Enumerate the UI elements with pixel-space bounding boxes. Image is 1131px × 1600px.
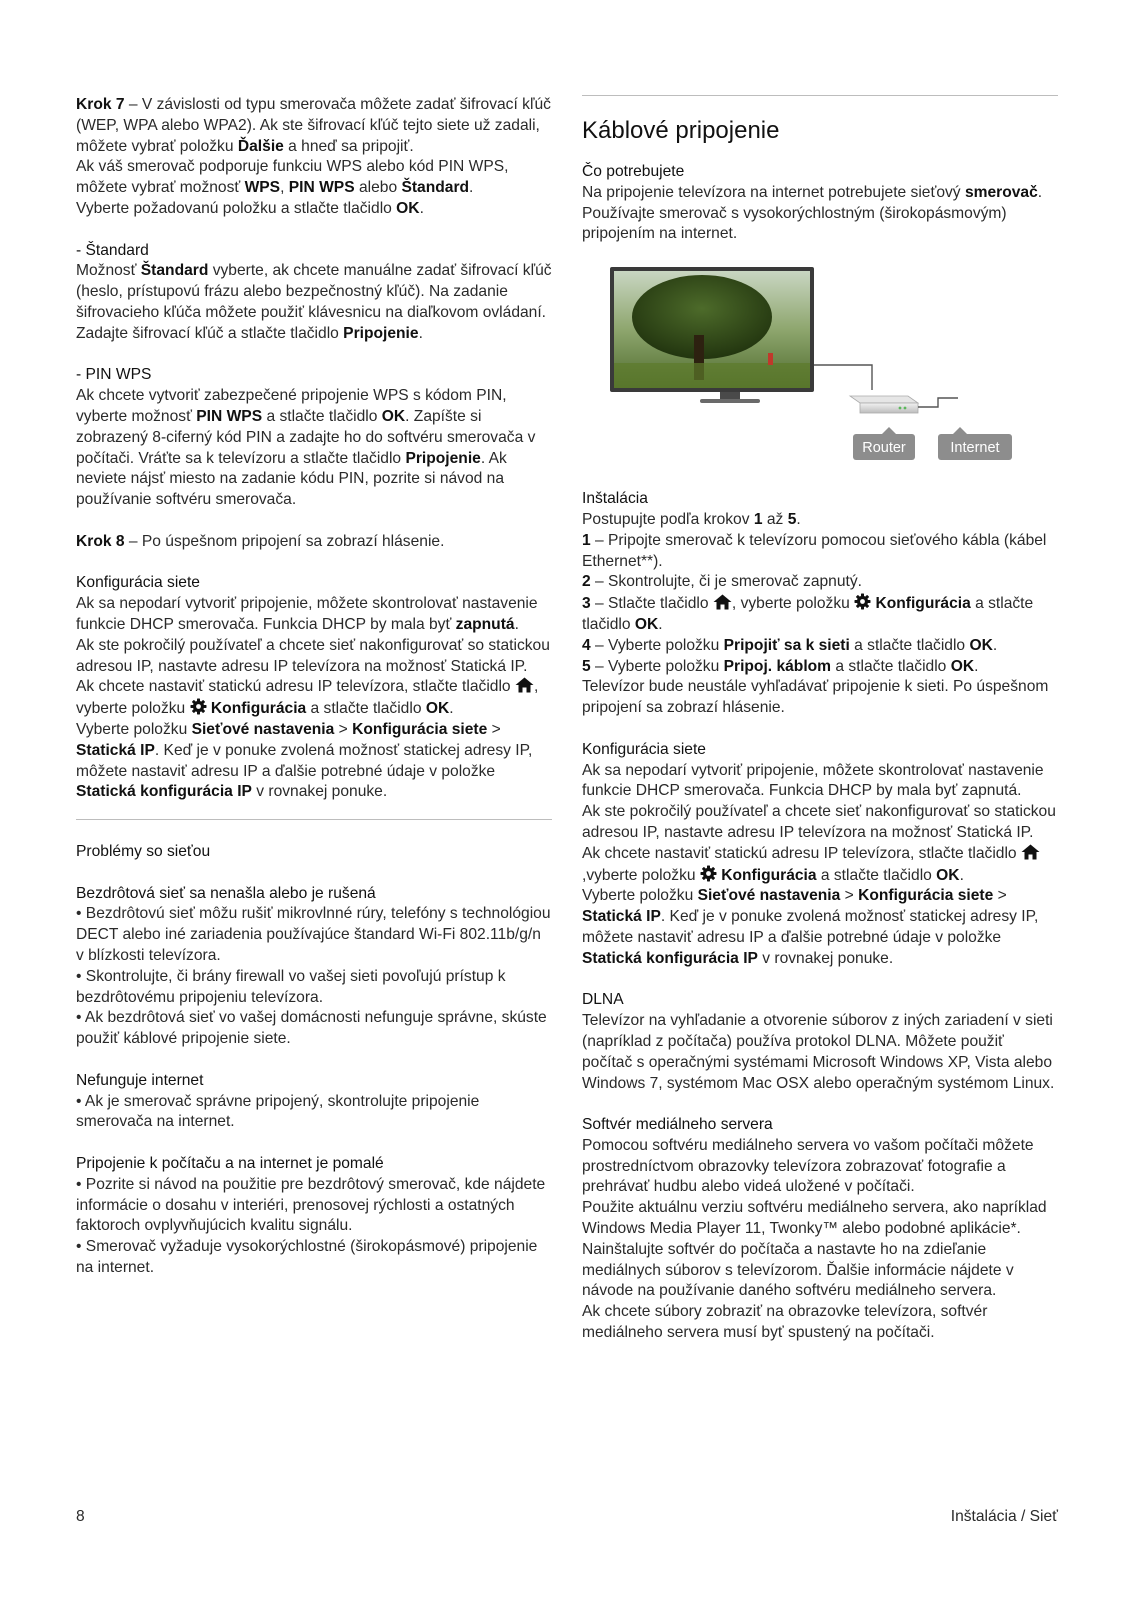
install-heading: Inštalácia [582, 490, 648, 508]
need-paragraph: Na pripojenie televízora na internet potrebujete sieťový smerovač. Používajte smerovač s vysokorýchlostným (širokopásmovým) pripojením na internet. [582, 183, 1043, 243]
left-column [76, 95, 552, 1279]
install-step-5: 5 – Vyberte položku Pripoj. káblom a stlačte tlačidlo OK. [582, 657, 979, 675]
dlna-paragraph: Televízor na vyhľadanie a otvorenie súborov z iných zariadení v sieti (napríklad z počítača) používa protokol DLNA. Môžete použiť počítač s operačnými systémami Microsoft Windows XP, Vista alebo Windows 7, systémom Mac OSX alebo operačným systémom Linux. [582, 1012, 1055, 1092]
standard-paragraph: Možnosť Štandard vyberte, ak chcete manuálne zadať šifrovací kľúč (heslo, prístupovú frázu alebo bezpečnostný kľúč). Na zadanie šifrovacieho kľúča môžete použiť klávesnicu na diaľkovom ovládaní. Zadajte šifrovací kľúč a stlačte tlačidlo Pripojenie. [76, 262, 552, 342]
config-menu-path-paragraph: Vyberte položku Sieťové nastavenia > Konfigurácia siete > Statická IP. Keď je v ponuke zvolená možnosť statickej adresy IP, môžete nastaviť adresu IP a ďalšie potrebné údaje v položke Statická konfigurácia IP v rovnakej ponuke. [76, 720, 533, 801]
config-advanced-paragraph: Ak ste pokročilý používateľ a chcete sieť nakonfigurovať so statickou adresou IP, nastavte adresu IP televízora na možnosť Statická IP. [582, 803, 1056, 841]
internet-cable-icon [918, 398, 958, 407]
krok8-paragraph: Krok 8 – Po úspešnom pripojení sa zobrazí hlásenie. [76, 532, 445, 550]
media-server-paragraph-3: Nainštalujte softvér do počítača a nastavte ho na zdieľanie mediálnych súborov s televízorom. Ďalšie informácie nájdete v návode na používanie daného softvéru mediálneho servera. [582, 1240, 1014, 1300]
home-icon [515, 677, 534, 693]
config-advanced-paragraph: Ak ste pokročilý používateľ a chcete sieť nakonfigurovať so statickou adresou IP, nastavte adresu IP televízora na možnosť Statická IP. [76, 636, 550, 675]
wired-connection-illustration [582, 265, 1058, 479]
krok7-paragraph: Krok 7 – V závislosti od typu smerovača môžete zadať šifrovací kľúč (WEP, WPA alebo WPA2). Ak ste šifrovací kľúč tejto siete už zadali, môžete vybrať položku Ďalšie a hneď sa pripojiť. [76, 96, 551, 155]
right-column [582, 95, 1058, 1344]
page-title: Káblové pripojenie [582, 117, 780, 144]
slow-bullet-2: • Smerovač vyžaduje vysokorýchlostné (širokopásmové) pripojenie na internet. [76, 1238, 538, 1277]
pinwps-paragraph: Ak chcete vytvoriť zabezpečené pripojenie WPS s kódom PIN, vyberte možnosť PIN WPS a stlačte tlačidlo OK. Zapíšte si zobrazený 8-ciferný kód PIN a zadajte ho do softvéru smerovača v počítači. Vráťte sa k televízoru a stlačte tlačidlo Pripojenie. Ak neviete nájsť miesto na zadanie kódu PIN, pozrite si návod na používanie softvéru smerovača. [76, 387, 536, 509]
dlna-heading: DLNA [582, 991, 624, 1009]
page-number: 8 [76, 1508, 85, 1525]
wifi-bullet-3: • Ak bezdrôtová sieť vo vašej domácnosti nefunguje správne, skúste použiť káblové pripojenie siete. [76, 1009, 547, 1048]
tv-icon [610, 267, 814, 403]
internet-label: Internet [950, 440, 1000, 457]
tv-router-internet-diagram [582, 265, 1058, 479]
install-step-2: 2 – Skontrolujte, či je smerovač zapnutý. [582, 573, 862, 591]
config-dhcp-paragraph: Ak sa nepodarí vytvoriť pripojenie, môžete skontrolovať nastavenie funkcie DHCP smerovača. Funkcia DHCP by mala byť zapnutá. [76, 595, 538, 633]
ethernet-cable-icon [814, 365, 872, 390]
internet-problem-heading: Nefunguje internet [76, 1071, 204, 1089]
config-static-paragraph: Ak chcete nastaviť statickú adresu IP televízora, stlačte tlačidlo , vyberte položku Konfigurácia a stlačte tlačidlo OK. [76, 678, 539, 718]
select-ok-paragraph: Vyberte požadovanú položku a stlačte tlačidlo OK. [76, 199, 424, 217]
install-step-4: 4 – Vyberte položku Pripojiť sa k sieti a stlačte tlačidlo OK. [582, 636, 998, 654]
standard-heading: - Štandard [76, 241, 149, 259]
gear-icon [854, 593, 871, 610]
install-step-3: 3 – Stlačte tlačidlo , vyberte položku Konfigurácia a stlačte tlačidlo OK. [582, 595, 1034, 633]
internet-bullet-1: • Ak je smerovač správne pripojený, skontrolujte pripojenie smerovača na internet. [76, 1092, 480, 1131]
config-menu-path-paragraph: Vyberte položku Sieťové nastavenia > Konfigurácia siete > Statická IP. Keď je v ponuke zvolená možnosť statickej adresy IP, môžete nastaviť adresu IP a ďalšie potrebné údaje v položke Statická konfigurácia IP v rovnakej ponuke. [582, 887, 1039, 967]
media-server-paragraph-4: Ak chcete súbory zobraziť na obrazovke televízora, softvér mediálneho servera musí byť spustený na počítači. [582, 1303, 988, 1342]
need-heading: Čo potrebujete [582, 163, 685, 180]
install-result: Televízor bude neustále vyhľadávať pripojenie k sieti. Po úspešnom pripojení sa zobrazí hlásenie. [582, 678, 1049, 717]
router-icon [850, 396, 918, 413]
wifi-bullet-2: • Skontrolujte, či brány firewall vo vašej sieti povoľujú prístup k bezdrôtovému pripojeniu televízora. [76, 967, 506, 1006]
wifi-problem-heading: Bezdrôtová sieť sa nenašla alebo je rušená [76, 884, 376, 902]
slow-bullet-1: • Pozrite si návod na použitie pre bezdrôtový smerovač, kde nájdete informácie o dosahu v interiéri, prenosovej rýchlosti a ostatných faktoroch ovplyvňujúcich kvalitu signálu. [76, 1175, 546, 1235]
gear-icon [700, 865, 717, 882]
wifi-bullet-1: • Bezdrôtovú sieť môžu rušiť mikrovlnné rúry, telefóny s technológiou DECT alebo iné zariadenia používajúce štandard Wi-Fi 802.11b/g/n v blízkosti televízora. [76, 905, 551, 965]
pinwps-heading: - PIN WPS [76, 366, 152, 384]
top-divider [582, 95, 1058, 96]
media-server-paragraph-2: Použite aktuálnu verziu softvéru mediálneho servera, ako napríklad Windows Media Player 11, Twonky™ alebo podobné aplikácie*. [582, 1199, 1047, 1238]
config-static-paragraph: Ak chcete nastaviť statickú adresu IP televízora, stlačte tlačidlo ,vyberte položku Konfigurácia a stlačte tlačidlo OK. [582, 844, 1058, 887]
footer-section-title: Inštalácia / Sieť [950, 1508, 1058, 1525]
media-server-heading: Softvér mediálneho servera [582, 1116, 773, 1134]
install-step-1: 1 – Pripojte smerovač k televízoru pomocou sieťového kábla (kábel Ethernet**). [582, 531, 1047, 570]
problems-heading: Problémy so sieťou [76, 843, 211, 861]
config-dhcp-paragraph: Ak sa nepodarí vytvoriť pripojenie, môžete skontrolovať nastavenie funkcie DHCP smerovača. Funkcia DHCP by mala byť zapnutá. [582, 761, 1044, 800]
home-icon [713, 594, 732, 610]
config-heading: Konfigurácia siete [582, 740, 706, 758]
slow-problem-heading: Pripojenie k počítaču a na internet je pomalé [76, 1155, 384, 1173]
router-label: Router [862, 440, 906, 457]
config-heading: Konfigurácia siete [76, 574, 200, 592]
wps-paragraph: Ak váš smerovač podporuje funkciu WPS alebo kód PIN WPS, môžete vybrať možnosť WPS, PIN WPS alebo Štandard. [76, 158, 509, 197]
home-icon [1021, 844, 1040, 860]
media-server-paragraph-1: Pomocou softvéru mediálneho servera vo vašom počítači môžete prostredníctvom obrazovky televízora zobrazovať fotografie a prehrávať hudbu alebo videá uložené v počítači. [582, 1136, 1034, 1196]
gear-icon [190, 698, 207, 715]
install-intro: Postupujte podľa krokov 1 až 5. [582, 510, 801, 528]
